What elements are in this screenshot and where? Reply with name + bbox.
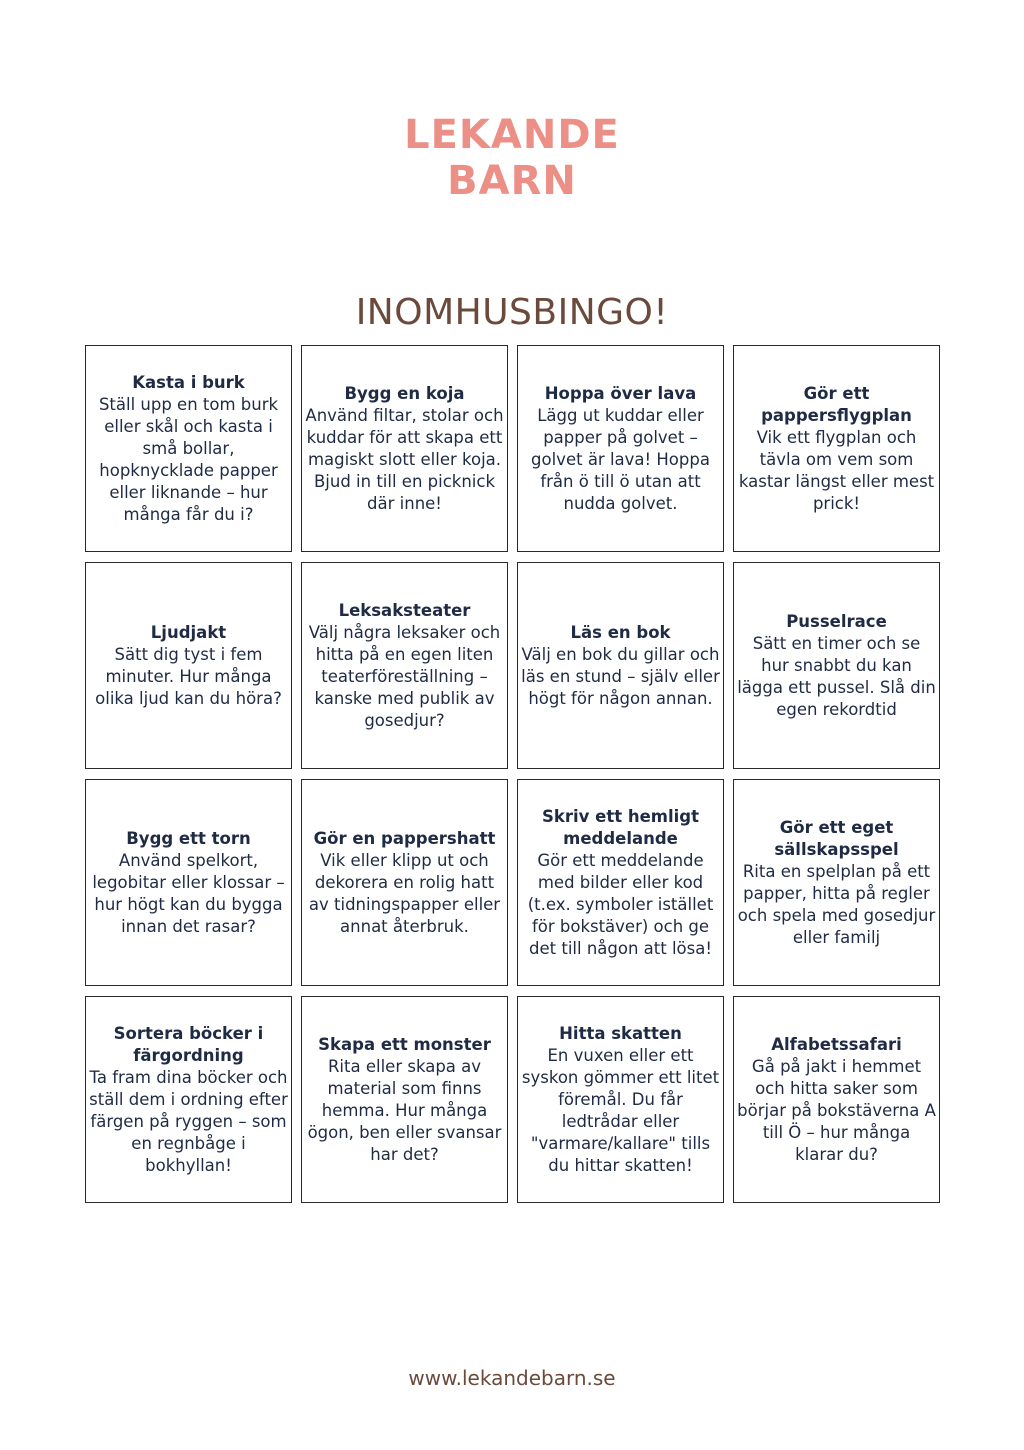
logo-line-1: LEKANDE	[404, 112, 620, 158]
bingo-cell	[517, 562, 724, 769]
bingo-grid	[85, 345, 940, 1203]
cell-heading: Skriv ett hemligt meddelande	[542, 806, 699, 848]
cell-body: Använd spelkort, legobitar eller klossar – hur högt kan du bygga innan det rasar?	[92, 850, 285, 936]
cell-body: Ta fram dina böcker och ställ dem i ordning efter färgen på ryggen – som en regnbåge i bokhyllan!	[89, 1067, 288, 1175]
cell-heading: Gör ett eget sällskapsspel	[774, 817, 899, 859]
logo	[0, 112, 1024, 204]
bingo-cell	[733, 562, 940, 769]
cell-body: Lägg ut kuddar eller papper på golvet – golvet är lava! Hoppa från ö till ö utan att nudda golvet.	[531, 405, 710, 513]
cell-body: Välj en bok du gillar och läs en stund – själv eller högt för någon annan.	[521, 644, 720, 708]
bingo-cell	[733, 345, 940, 552]
cell-heading: Läs en bok	[570, 622, 671, 642]
logo-line-2: BARN	[447, 158, 577, 204]
bingo-cell	[733, 779, 940, 986]
cell-body: Vik ett flygplan och tävla om vem som kastar längst eller mest prick!	[738, 427, 935, 513]
cell-body: Rita eller skapa av material som finns hemma. Hur många ögon, ben eller svansar har det?	[307, 1056, 502, 1164]
bingo-cell	[517, 345, 724, 552]
bingo-cell	[85, 779, 292, 986]
cell-body: Vik eller klipp ut och dekorera en rolig hatt av tidningspapper eller annat återbruk.	[308, 850, 501, 936]
cell-body: Gör ett meddelande med bilder eller kod (t.ex. symboler istället för bokstäver) och ge det till någon att lösa!	[527, 850, 714, 958]
cell-heading: Gör en pappershatt	[313, 828, 496, 848]
cell-heading: Ljudjakt	[150, 622, 227, 642]
cell-heading: Hoppa över lava	[544, 383, 697, 403]
cell-body: En vuxen eller ett syskon gömmer ett litet föremål. Du får ledtrådar eller "varmare/kallare" tills du hittar skatten!	[521, 1045, 720, 1175]
cell-heading: Alfabetssafari	[771, 1034, 902, 1054]
cell-heading: Kasta i burk	[132, 372, 245, 392]
cell-heading: Pusselrace	[786, 611, 887, 631]
bingo-cell	[301, 779, 508, 986]
bingo-cell	[301, 562, 508, 769]
bingo-cell	[301, 345, 508, 552]
bingo-cell	[85, 345, 292, 552]
cell-body: Gå på jakt i hemmet och hitta saker som börjar på bokstäverna A till Ö – hur många klarar du?	[737, 1056, 936, 1164]
cell-heading: Leksaksteater	[338, 600, 471, 620]
cell-heading: Hitta skatten	[559, 1023, 682, 1043]
cell-heading: Bygg en koja	[344, 383, 465, 403]
cell-body: Välj några leksaker och hitta på en egen liten teaterföreställning – kanske med publik av gosedjur?	[308, 622, 501, 730]
cell-body: Sätt dig tyst i fem minuter. Hur många olika ljud kan du höra?	[95, 644, 282, 708]
page-title: INOMHUSBINGO!	[355, 292, 669, 334]
cell-body: Sätt en timer och se hur snabbt du kan lägga ett pussel. Slå din egen rekordtid	[737, 633, 936, 719]
cell-heading: Skapa ett monster	[318, 1034, 491, 1054]
cell-body: Ställ upp en tom burk eller skål och kasta i små bollar, hopknycklade papper eller liknande – hur många får du i?	[98, 394, 279, 524]
bingo-cell	[733, 996, 940, 1203]
cell-body: Rita en spelplan på ett papper, hitta på regler och spela med gosedjur eller familj	[737, 861, 936, 947]
bingo-cell	[85, 562, 292, 769]
bingo-cell	[517, 779, 724, 986]
cell-body: Använd filtar, stolar och kuddar för att skapa ett magiskt slott eller koja. Bjud in till en picknick där inne!	[305, 405, 504, 513]
cell-heading: Gör ett pappersflygplan	[761, 383, 912, 425]
bingo-cell	[517, 996, 724, 1203]
website-url[interactable]: www.lekandebarn.se	[408, 1366, 616, 1390]
cell-heading: Bygg ett torn	[126, 828, 251, 848]
cell-heading: Sortera böcker i färgordning	[113, 1023, 264, 1065]
bingo-cell	[85, 996, 292, 1203]
bingo-cell	[301, 996, 508, 1203]
